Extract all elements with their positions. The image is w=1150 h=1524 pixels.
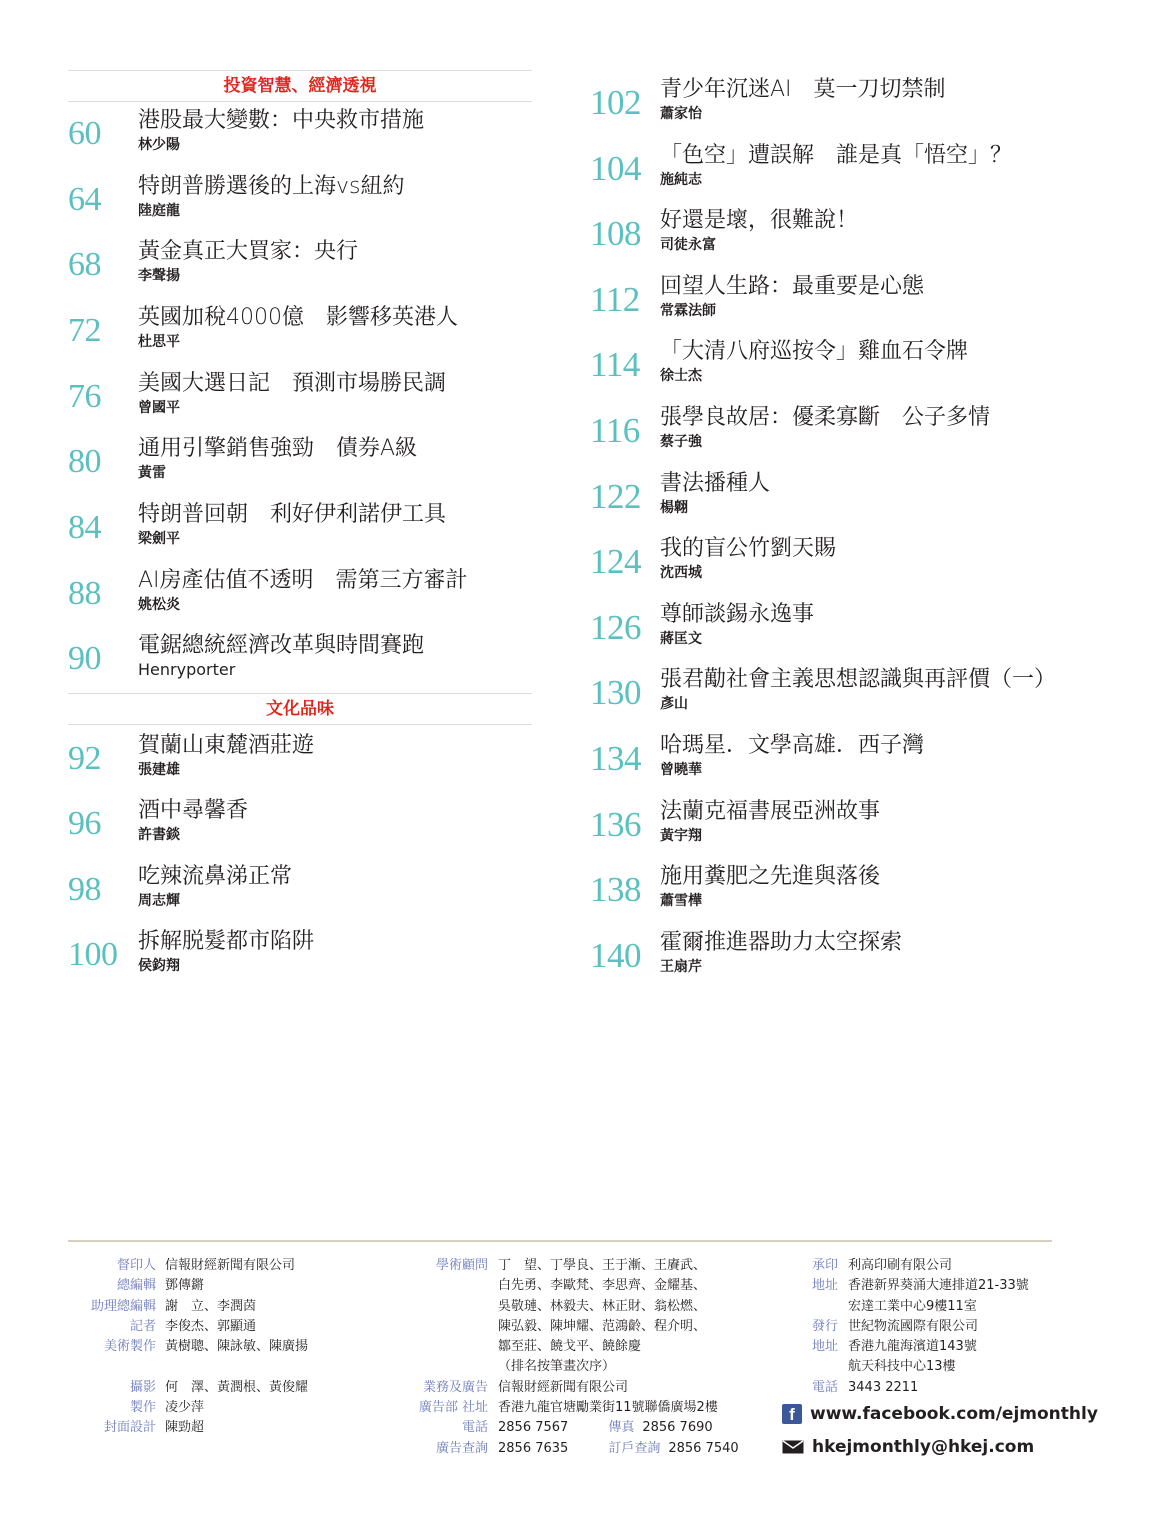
toc-entry[interactable] xyxy=(590,797,1060,861)
article-author: 曾曉華 xyxy=(660,762,702,778)
page-number: 92 xyxy=(68,740,101,777)
page-number: 80 xyxy=(68,443,101,480)
page-number: 60 xyxy=(68,115,101,152)
article-title: 我的盲公竹劉天賜 xyxy=(660,536,837,561)
credits-printing xyxy=(810,1256,1070,1398)
credit-label: 記者 xyxy=(129,1318,156,1334)
toc-entry[interactable] xyxy=(590,141,1060,205)
page-number: 68 xyxy=(68,246,101,283)
credit-value: 香港九龍官塘勵業街11號聯僑廣場2樓 xyxy=(498,1400,718,1416)
credit-row xyxy=(402,1439,772,1459)
page-number: 114 xyxy=(590,345,640,384)
toc-entry[interactable] xyxy=(68,434,532,498)
credit-label: 廣告查詢 xyxy=(435,1440,488,1456)
page-number: 100 xyxy=(68,936,118,973)
article-author: 蔡子強 xyxy=(660,434,702,450)
toc-entry[interactable] xyxy=(68,731,532,795)
article-author: 徐士杰 xyxy=(660,368,702,384)
article-author: 許書錟 xyxy=(138,827,180,843)
credit-row xyxy=(402,1256,772,1276)
article-title: 回望人生路：最重要是心態 xyxy=(660,274,925,299)
toc-entry[interactable] xyxy=(68,106,532,170)
article-author: 黃宇翔 xyxy=(660,828,702,844)
article-title: 哈瑪星．文學高雄．西子灣 xyxy=(660,733,925,758)
toc-entry[interactable] xyxy=(590,272,1060,336)
credit-label: 美術製作 xyxy=(103,1339,156,1355)
article-author: 蕭家怡 xyxy=(660,106,702,122)
credit-value: 2856 7540 xyxy=(668,1440,739,1456)
toc-entry[interactable] xyxy=(68,237,532,301)
credit-value: 利高印刷有限公司 xyxy=(848,1258,953,1273)
toc-entry[interactable] xyxy=(590,731,1060,795)
credit-label: 電話 xyxy=(461,1420,488,1436)
article-title: 通用引擎銷售強勁 債券A級 xyxy=(138,436,418,461)
article-title: 法蘭克福書展亞洲故事 xyxy=(660,799,881,824)
article-author: 張建雄 xyxy=(138,762,180,778)
credit-value: 信報財經新聞有限公司 xyxy=(165,1258,296,1273)
credit-row xyxy=(810,1317,1070,1337)
article-title: 好還是壞，很難說！ xyxy=(660,208,859,233)
page-number: 136 xyxy=(590,805,641,844)
credit-row xyxy=(68,1378,398,1398)
page-number: 72 xyxy=(68,312,101,349)
toc-entry[interactable] xyxy=(590,862,1060,926)
credit-label: 發行 xyxy=(811,1318,838,1334)
page-number: 96 xyxy=(68,805,101,842)
credits-advisors-ads xyxy=(402,1256,772,1459)
credit-value: 2856 7690 xyxy=(642,1420,713,1436)
article-author: 司徒永富 xyxy=(660,237,716,253)
credit-label: 地址 xyxy=(811,1339,838,1355)
article-title: 電鋸總統經濟改革與時間賽跑 xyxy=(138,633,425,658)
credit-value: 航天科技中心13樓 xyxy=(848,1359,956,1375)
credit-value: 陳勁超 xyxy=(165,1420,205,1436)
credit-row xyxy=(68,1317,398,1337)
page-number: 130 xyxy=(590,673,641,712)
page-number: 112 xyxy=(590,280,640,319)
credit-row xyxy=(68,1337,398,1357)
toc-entry[interactable] xyxy=(68,927,532,991)
credit-row xyxy=(402,1398,772,1418)
credit-value: 白先勇、李歐梵、李思齊、金耀基、 xyxy=(498,1278,707,1294)
credit-row xyxy=(402,1317,772,1337)
credit-row xyxy=(402,1418,772,1438)
article-title: 施用糞肥之先進與落後 xyxy=(660,864,881,889)
page-number: 122 xyxy=(590,477,641,516)
toc-entry[interactable] xyxy=(590,403,1060,467)
article-author: 楊翺 xyxy=(660,500,688,516)
credit-row xyxy=(68,1256,398,1276)
article-author: 沈西城 xyxy=(660,565,702,581)
credit-value: 丁 望、丁學良、王于漸、王賡武、 xyxy=(498,1258,707,1273)
credit-value: 2856 7635 xyxy=(498,1440,569,1456)
credit-label: 總編輯 xyxy=(116,1278,156,1294)
article-author: 侯鈞翔 xyxy=(138,958,180,974)
credit-row xyxy=(68,1398,398,1418)
credit-row xyxy=(810,1357,1070,1377)
article-author: Henryporter xyxy=(138,660,236,679)
credit-row xyxy=(68,1297,398,1317)
credit-value: 陳弘毅、陳坤耀、范鴻齡、程介明、 xyxy=(498,1318,707,1334)
article-author: 蔣匡文 xyxy=(660,631,702,647)
facebook-icon: f xyxy=(782,1404,802,1424)
credit-label: 督印人 xyxy=(116,1258,156,1273)
credit-value: 3443 2211 xyxy=(848,1379,919,1395)
toc-entry[interactable] xyxy=(590,75,1060,139)
article-author: 杜思平 xyxy=(138,334,180,350)
article-title: 青少年沉迷AI 莫一刀切禁制 xyxy=(660,77,946,102)
toc-entry[interactable] xyxy=(68,566,532,630)
page-number: 90 xyxy=(68,640,101,677)
page-number: 104 xyxy=(590,149,641,188)
credit-row xyxy=(402,1357,772,1377)
credit-label: 業務及廣告 xyxy=(422,1379,488,1395)
article-title: 酒中尋馨香 xyxy=(138,798,249,823)
credit-value: 香港九龍海濱道143號 xyxy=(848,1339,977,1355)
section-heading-investment: 投資智慧、經濟透視 xyxy=(68,70,532,102)
credit-row xyxy=(810,1337,1070,1357)
article-author: 陸庭龍 xyxy=(138,203,180,219)
credit-row xyxy=(402,1297,772,1317)
article-author: 姚松炎 xyxy=(138,597,180,613)
article-title: 「色空」遭誤解 誰是真「悟空」？ xyxy=(660,143,1013,168)
article-title: 美國大選日記 預測市場勝民調 xyxy=(138,371,447,396)
toc-entry[interactable] xyxy=(68,500,532,564)
credit-value: 鄧傳鏘 xyxy=(165,1278,205,1294)
credit-row xyxy=(810,1297,1070,1317)
credit-label: 廣告部 社址 xyxy=(418,1400,488,1416)
article-author: 施純志 xyxy=(660,172,702,188)
article-author: 林少陽 xyxy=(138,137,180,153)
article-author: 常霖法師 xyxy=(660,303,716,319)
toc-entry[interactable] xyxy=(68,862,532,926)
credit-value: 香港新界葵涌大連排道21-33號 xyxy=(848,1278,1029,1294)
credit-label: 封面設計 xyxy=(103,1420,156,1436)
credit-row xyxy=(810,1256,1070,1276)
article-title: 特朗普勝選後的上海vs紐約 xyxy=(138,174,405,199)
toc-entry[interactable] xyxy=(68,172,532,236)
article-author: 彥山 xyxy=(660,696,688,712)
article-title: AI房產估值不透明 需第三方審計 xyxy=(138,568,468,593)
page-number: 140 xyxy=(590,936,641,975)
article-title: 吃辣流鼻涕正常 xyxy=(138,864,293,889)
footer-divider xyxy=(68,1240,1052,1242)
email-link[interactable] xyxy=(782,1437,1034,1457)
toc-entry[interactable] xyxy=(590,665,1060,729)
section-heading-culture: 文化品味 xyxy=(68,693,532,725)
facebook-link[interactable] xyxy=(782,1404,1098,1424)
credit-value: 宏達工業中心9樓11室 xyxy=(848,1298,977,1314)
article-title: 拆解脱髮都市陷阱 xyxy=(138,929,315,954)
toc-entry[interactable] xyxy=(68,796,532,860)
credit-value: 世紀物流國際有限公司 xyxy=(848,1318,979,1334)
article-author: 梁劍平 xyxy=(138,531,180,547)
credit-label: 電話 xyxy=(811,1379,838,1395)
page-number: 88 xyxy=(68,575,101,612)
article-author: 蕭雪樺 xyxy=(660,893,702,909)
toc-entry[interactable] xyxy=(590,928,1060,992)
toc-entry[interactable] xyxy=(590,600,1060,664)
page-number: 64 xyxy=(68,181,101,218)
page-number: 76 xyxy=(68,378,101,415)
credit-value: 信報財經新聞有限公司 xyxy=(498,1379,629,1395)
toc-entry[interactable] xyxy=(68,369,532,433)
credit-row xyxy=(810,1276,1070,1296)
credit-row xyxy=(810,1378,1070,1398)
credit-row xyxy=(68,1276,398,1296)
credit-label: 學術顧問 xyxy=(435,1258,488,1273)
credit-label: 傳真 xyxy=(608,1420,635,1436)
toc-entry[interactable] xyxy=(590,337,1060,401)
credit-label: 承印 xyxy=(811,1258,838,1273)
toc-entry[interactable] xyxy=(590,206,1060,270)
article-title: 黃金真正大買家：央行 xyxy=(138,239,359,264)
article-author: 王扇芹 xyxy=(660,959,702,975)
article-title: 港股最大變數：中央救市措施 xyxy=(138,108,425,133)
page-number: 98 xyxy=(68,871,101,908)
article-title: 尊師談錫永逸事 xyxy=(660,602,815,627)
credit-label: 製作 xyxy=(129,1400,156,1416)
credit-label: 助理總編輯 xyxy=(90,1298,156,1314)
article-author: 周志輝 xyxy=(138,893,180,909)
article-title: 「大清八府巡按令」雞血石令牌 xyxy=(660,339,969,364)
article-title: 霍爾推進器助力太空探索 xyxy=(660,930,903,955)
toc-entry[interactable] xyxy=(68,631,532,695)
article-title: 張君勱社會主義思想認識與再評價（一） xyxy=(660,667,1057,692)
article-title: 特朗普回朝 利好伊利諾伊工具 xyxy=(138,502,447,527)
page-number: 126 xyxy=(590,608,641,647)
page-number: 116 xyxy=(590,411,640,450)
credit-value: 李俊杰、郭顯通 xyxy=(165,1318,257,1334)
credit-label: 攝影 xyxy=(129,1379,156,1395)
credit-value: 黃樹聰、陳詠敏、陳廣揚 xyxy=(165,1339,309,1355)
toc-entry[interactable] xyxy=(590,469,1060,533)
article-title: 英國加稅4000億 影響移英港人 xyxy=(138,305,458,330)
article-title: 賀蘭山東麓酒莊遊 xyxy=(138,733,315,758)
credit-value: 鄒至莊、饒戈平、饒餘慶 xyxy=(498,1339,642,1355)
article-author: 黃雷 xyxy=(138,465,166,481)
page-number: 102 xyxy=(590,83,641,122)
credit-row xyxy=(402,1337,772,1357)
article-title: 張學良故居：優柔寡斷 公子多情 xyxy=(660,405,991,430)
facebook-url: www.facebook.com/ejmonthly xyxy=(810,1404,1098,1424)
credit-label: 訂戶查詢 xyxy=(608,1440,661,1456)
credits-staff xyxy=(68,1256,398,1439)
credit-value: 何 澤、黃潤根、黃俊耀 xyxy=(165,1379,309,1395)
credit-value: 吳敬璉、林毅夫、林正財、翁松燃、 xyxy=(498,1298,707,1314)
credit-value: 2856 7567 xyxy=(498,1420,569,1436)
toc-entry[interactable] xyxy=(68,303,532,367)
credit-label: 地址 xyxy=(811,1278,838,1294)
page-number: 124 xyxy=(590,542,641,581)
article-author: 曾國平 xyxy=(138,400,180,416)
credit-row xyxy=(68,1418,398,1438)
article-title: 書法播種人 xyxy=(660,471,771,496)
credit-value: （排名按筆畫次序） xyxy=(498,1359,616,1375)
page-number: 108 xyxy=(590,214,641,253)
article-author: 李聲揚 xyxy=(138,268,180,284)
mail-icon xyxy=(782,1440,804,1454)
page-number: 84 xyxy=(68,509,101,546)
credit-row xyxy=(402,1378,772,1398)
credit-value: 謝 立、李潤茵 xyxy=(165,1298,257,1314)
credit-value: 凌少萍 xyxy=(165,1400,205,1416)
toc-entry[interactable] xyxy=(590,534,1060,598)
credit-row xyxy=(402,1276,772,1296)
page-number: 138 xyxy=(590,870,641,909)
page-number: 134 xyxy=(590,739,641,778)
email-address: hkejmonthly@hkej.com xyxy=(812,1437,1035,1457)
